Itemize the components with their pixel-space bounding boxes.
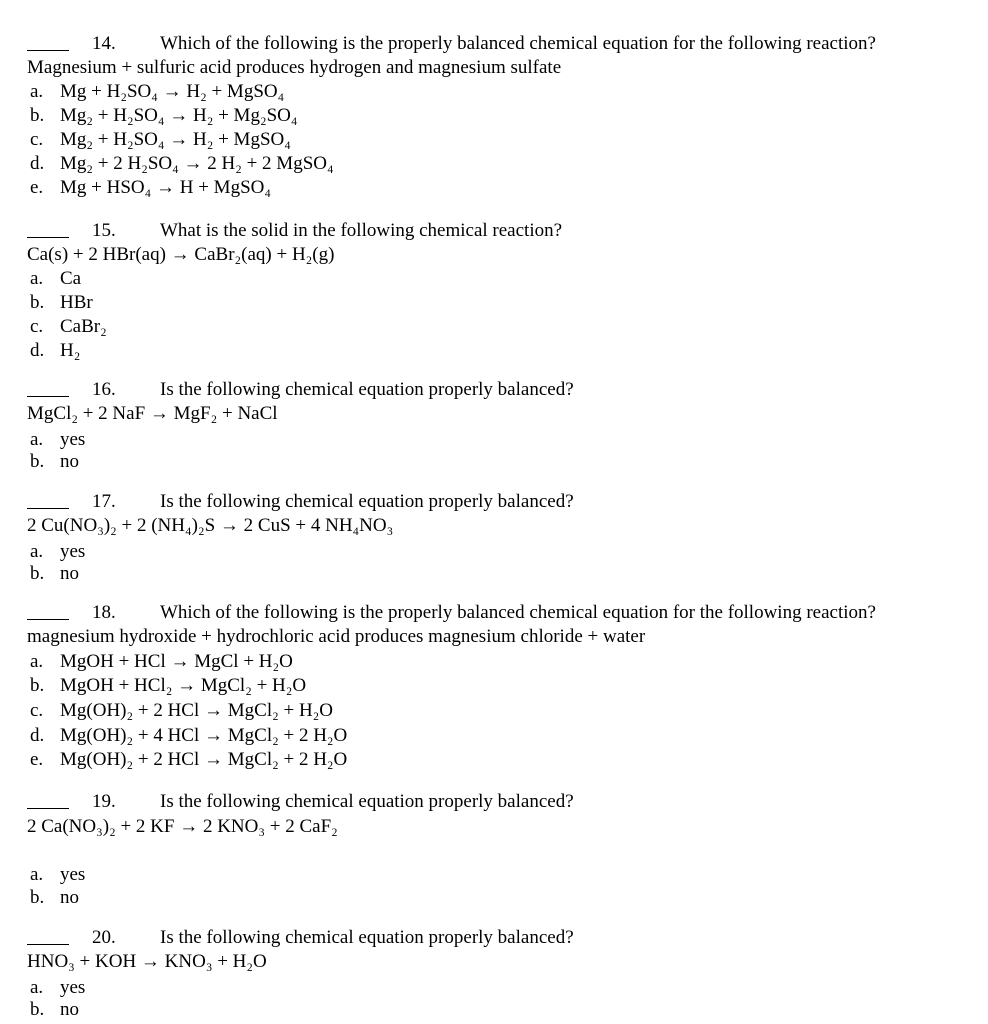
- option-letter: b.: [30, 675, 45, 696]
- option-a: [30, 267, 81, 291]
- option-text: no: [60, 887, 79, 908]
- option-letter: b.: [30, 105, 45, 126]
- answer-blank: [27, 508, 69, 509]
- option-letter: b.: [30, 999, 45, 1020]
- option-text: CaBr₂: [60, 316, 107, 337]
- option-text: Mg + H₂SO₄ → H₂ + MgSO₄: [60, 81, 285, 102]
- option-text: Mg(OH)₂ + 2 HCl → MgCl₂ + 2 H₂O: [60, 749, 348, 770]
- option-letter: a.: [30, 864, 44, 885]
- answer-blank: [27, 237, 69, 238]
- option-a: [30, 976, 85, 1000]
- question-statement: 2 Cu(NO₃)₂ + 2 (NH₄)₂S → 2 CuS + 4 NH₄NO₃: [27, 515, 394, 536]
- option-b: [30, 886, 79, 910]
- option-b: [30, 104, 297, 128]
- answer-blank: [27, 396, 69, 397]
- option-text: Mg(OH)₂ + 4 HCl → MgCl₂ + 2 H₂O: [60, 725, 348, 746]
- option-b: [30, 674, 306, 698]
- option-letter: b.: [30, 292, 45, 313]
- question-number: 14.: [92, 33, 116, 54]
- option-letter: b.: [30, 563, 45, 584]
- option-text: yes: [60, 864, 86, 885]
- question-prompt: Which of the following is the properly balanced chemical equation for the following reaction?: [160, 602, 876, 623]
- option-b: [30, 450, 79, 474]
- option-a: [30, 863, 85, 887]
- question-prompt: Is the following chemical equation properly balanced?: [160, 491, 574, 512]
- option-letter: e.: [30, 749, 44, 770]
- question-prompt: Is the following chemical equation properly balanced?: [160, 379, 574, 400]
- option-letter: d.: [30, 725, 45, 746]
- option-text: no: [60, 563, 79, 584]
- answer-blank: [27, 808, 69, 809]
- option-text: yes: [60, 977, 86, 998]
- option-d: [30, 724, 347, 748]
- option-letter: a.: [30, 268, 44, 289]
- question-number: 17.: [92, 491, 116, 512]
- option-text: Ca: [60, 268, 82, 289]
- option-d: [30, 339, 80, 363]
- option-letter: d.: [30, 153, 45, 174]
- option-a: [30, 540, 85, 564]
- option-text: no: [60, 451, 79, 472]
- question-statement: 2 Ca(NO₃)₂ + 2 KF → 2 KNO₃ + 2 CaF₂: [27, 816, 338, 837]
- question-prompt: Which of the following is the properly balanced chemical equation for the following reaction?: [160, 33, 876, 54]
- option-letter: b.: [30, 887, 45, 908]
- answer-blank: [27, 944, 69, 945]
- option-text: HBr: [60, 292, 93, 313]
- option-text: Mg₂ + H₂SO₄ → H₂ + Mg₂SO₄: [60, 105, 298, 126]
- question-statement: MgCl₂ + 2 NaF → MgF₂ + NaCl: [27, 403, 278, 424]
- option-text: Mg + HSO₄ → H + MgSO₄: [60, 177, 271, 198]
- option-d: [30, 152, 334, 176]
- option-c: [30, 699, 333, 723]
- option-letter: c.: [30, 316, 44, 337]
- question-number: 15.: [92, 220, 116, 241]
- option-text: yes: [60, 541, 86, 562]
- option-e: [30, 176, 271, 200]
- option-e: [30, 748, 347, 772]
- question-number: 19.: [92, 791, 116, 812]
- option-a: [30, 428, 85, 452]
- option-text: H₂: [60, 340, 81, 361]
- option-letter: b.: [30, 451, 45, 472]
- option-text: no: [60, 999, 79, 1020]
- option-text: Mg₂ + 2 H₂SO₄ → 2 H₂ + 2 MgSO₄: [60, 153, 334, 174]
- option-letter: c.: [30, 700, 44, 721]
- question-prompt: What is the solid in the following chemical reaction?: [160, 220, 563, 241]
- option-b: [30, 562, 79, 586]
- question-statement: Ca(s) + 2 HBr(aq) → CaBr₂(aq) + H₂(g): [27, 244, 335, 265]
- question-number: 18.: [92, 602, 116, 623]
- option-a: [30, 80, 284, 104]
- option-c: [30, 128, 291, 152]
- question-number: 20.: [92, 927, 116, 948]
- question-number: 16.: [92, 379, 116, 400]
- question-statement: magnesium hydroxide + hydrochloric acid produces magnesium chloride + water: [27, 626, 646, 647]
- option-letter: a.: [30, 81, 44, 102]
- option-text: Mg(OH)₂ + 2 HCl → MgCl₂ + H₂O: [60, 700, 334, 721]
- answer-blank: [27, 50, 69, 51]
- option-letter: d.: [30, 340, 45, 361]
- option-text: Mg₂ + H₂SO₄ → H₂ + MgSO₄: [60, 129, 291, 150]
- option-letter: c.: [30, 129, 44, 150]
- option-letter: a.: [30, 541, 44, 562]
- option-text: yes: [60, 429, 86, 450]
- option-text: MgOH + HCl₂ → MgCl₂ + H₂O: [60, 675, 307, 696]
- option-c: [30, 315, 107, 339]
- answer-blank: [27, 619, 69, 620]
- option-letter: a.: [30, 977, 44, 998]
- question-prompt: Is the following chemical equation properly balanced?: [160, 927, 574, 948]
- option-letter: e.: [30, 177, 44, 198]
- question-prompt: Is the following chemical equation properly balanced?: [160, 791, 574, 812]
- question-statement: HNO₃ + KOH → KNO₃ + H₂O: [27, 951, 267, 972]
- option-a: [30, 650, 293, 674]
- question-statement: Magnesium + sulfuric acid produces hydrogen and magnesium sulfate: [27, 57, 562, 78]
- option-b: [30, 291, 93, 315]
- option-text: MgOH + HCl → MgCl + H₂O: [60, 651, 293, 672]
- option-letter: a.: [30, 651, 44, 672]
- option-letter: a.: [30, 429, 44, 450]
- option-b: [30, 998, 79, 1022]
